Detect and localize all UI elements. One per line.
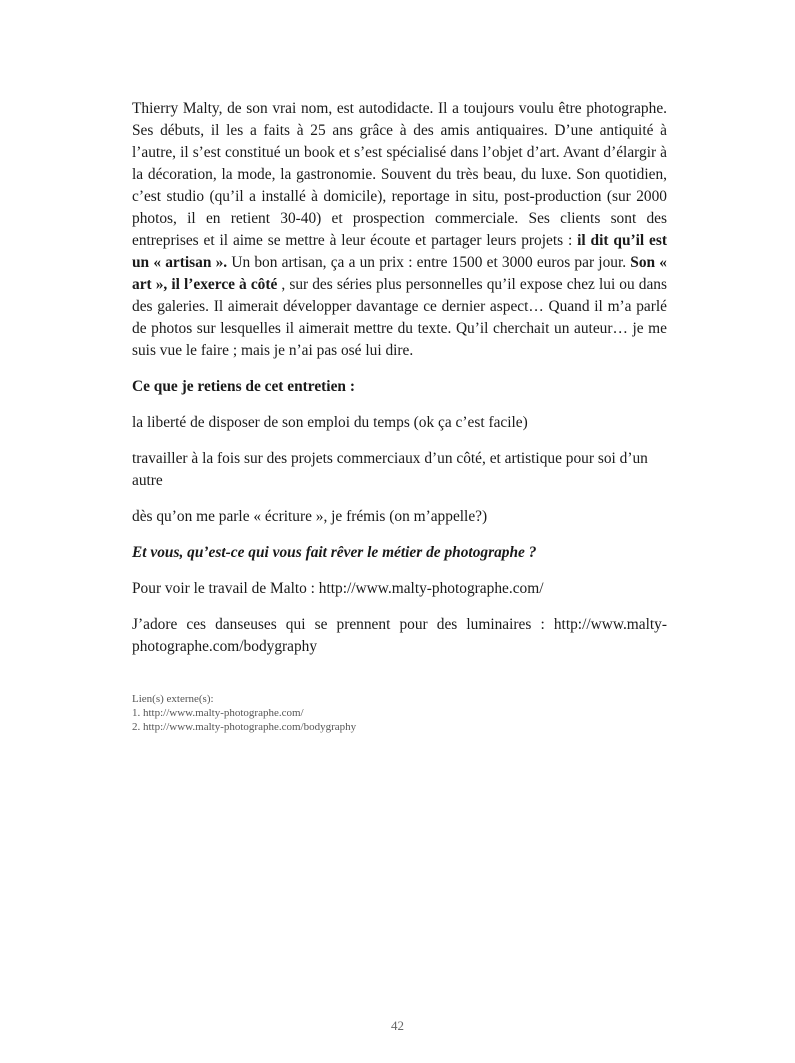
takeaway-item-3: dès qu’on me parle « écriture », je frémis (on m’appelle?) <box>132 508 488 525</box>
intro-paragraph <box>132 98 667 362</box>
intro-text-a: Thierry Malty, de son vrai nom, est autodidacte. Il a toujours voulu être photographe. Ses débuts, il les a faits à 25 ans grâce à des amis antiquaires. D’une antiquité à l’autre, il s’est constitué un book et s’est spécialisé dans l’objet d’art. Avant d’élargir à la décoration, la mode, la gastronomie. Souvent du très beau, du luxe. Son quotidien, c’est studio (qu’il a installé à domicile), reportage in situ, post-production (sur 2000 photos, il en retient 30-40) et prospection commerciale. Ses clients sont des entreprises et il aime se mettre à leur écoute et partager leurs projets : <box>132 100 667 249</box>
external-links <box>132 692 667 734</box>
portfolio-link-line: Pour voir le travail de Malto : http://www.malty-photographe.com/ <box>132 580 544 597</box>
external-links-title: Lien(s) externe(s): <box>132 693 214 705</box>
intro-text-b: Un bon artisan, ça a un prix : entre 1500 et 3000 euros par jour. <box>227 254 631 271</box>
takeaway-heading: Ce que je retiens de cet entretien : <box>132 378 355 395</box>
intro-bold-art: Son « art », il l’exerce à côté <box>132 254 667 293</box>
page-number: 42 <box>391 1018 404 1033</box>
takeaway-item-2: travailler à la fois sur des projets commerciaux d’un côté, et artistique pour soi d’un autre <box>132 450 648 489</box>
bodygraphy-link-line: J’adore ces danseuses qui se prennent pour des luminaires : http://www.malty-photographe.com/bodygraphy <box>132 616 667 655</box>
intro-text-c: , sur des séries plus personnelles qu’il expose chez lui ou dans des galeries. Il aimerait développer davantage ce dernier aspect… Quand il m’a parlé de photos sur lesquelles il aimerait mettre du texte. Qu’il cherchait un auteur… je me suis vue le faire ; mais je n’ai pas osé lui dire. <box>132 276 667 359</box>
closing-question: Et vous, qu’est-ce qui vous fait rêver le métier de photographe ? <box>132 544 537 561</box>
article-body <box>132 98 667 734</box>
intro-bold-artisan: il dit qu’il est un « artisan ». <box>132 232 668 271</box>
external-link-1[interactable]: 1. http://www.malty-photographe.com/ <box>132 707 304 719</box>
takeaway-item-1: la liberté de disposer de son emploi du temps (ok ça c’est facile) <box>132 414 528 431</box>
external-link-2[interactable]: 2. http://www.malty-photographe.com/bodygraphy <box>132 721 357 733</box>
